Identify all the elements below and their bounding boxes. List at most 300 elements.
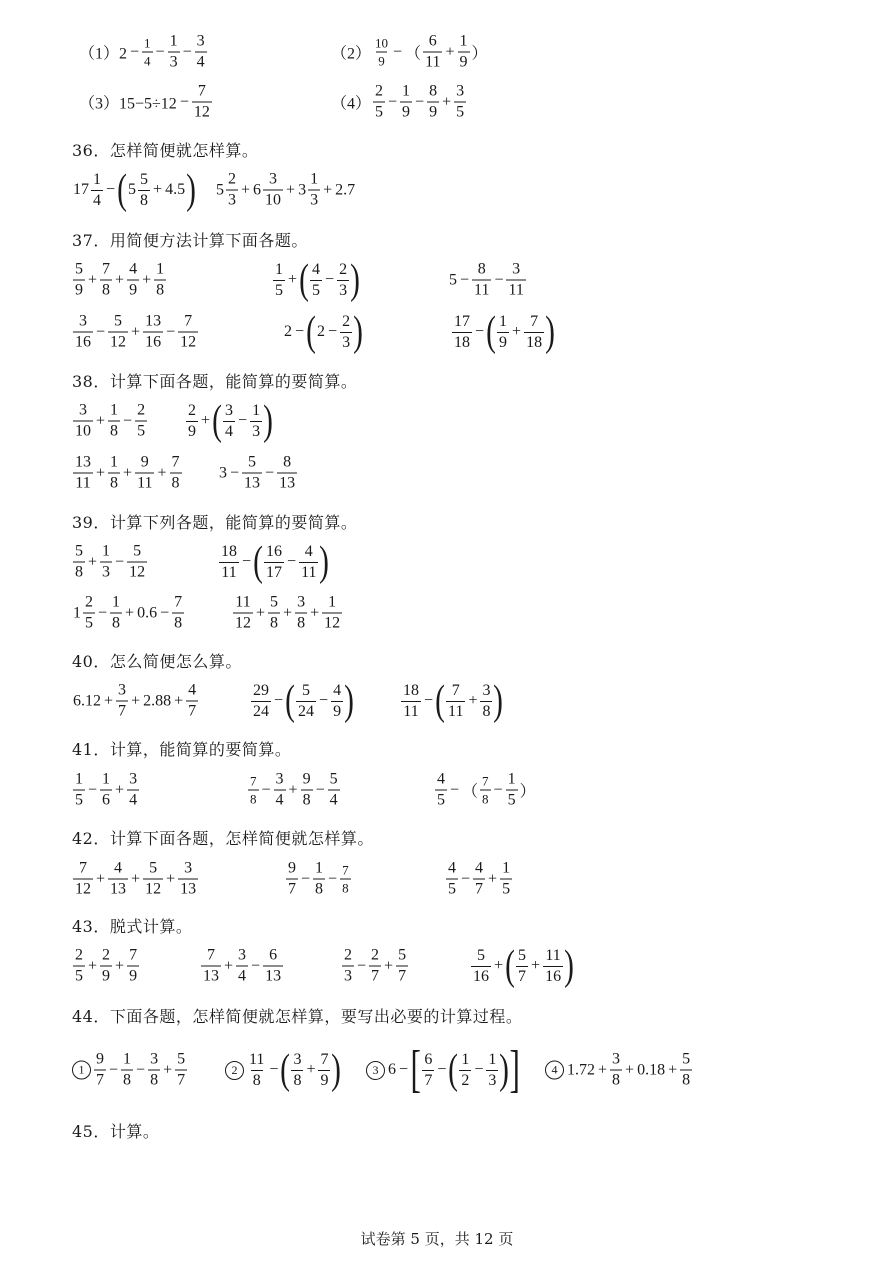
parenthesis: (: [117, 167, 127, 213]
fraction: [452, 314, 472, 351]
denominator: 8: [75, 563, 83, 581]
operator: −: [388, 93, 398, 110]
fraction: [516, 948, 528, 985]
operator: −: [123, 412, 133, 429]
operator: −: [450, 781, 460, 798]
denominator: 2: [461, 1071, 470, 1089]
fraction: [135, 455, 154, 492]
denominator: 4: [275, 791, 284, 809]
math-expression: [200, 948, 284, 985]
denominator: 12: [324, 614, 341, 632]
operator: −: [357, 957, 367, 974]
fraction: [73, 544, 85, 581]
denominator: 13: [265, 967, 282, 985]
fraction: [168, 34, 180, 71]
parenthesis: (: [505, 943, 515, 989]
fraction: [480, 775, 491, 806]
question-41-heading: 41．计算，能简算的要简算。: [72, 740, 292, 759]
operator: −: [494, 271, 504, 288]
fraction: [233, 595, 253, 632]
fraction: [310, 262, 322, 299]
fraction: [91, 172, 103, 209]
numerator: 1: [156, 260, 165, 278]
question-36-heading: 36．怎样简便就怎样算。: [72, 141, 259, 160]
expression-text: 0.6: [137, 604, 158, 621]
numerator: 11: [249, 1050, 265, 1068]
operator: −: [461, 870, 471, 887]
denominator: 18: [454, 333, 470, 351]
numerator: 13: [145, 312, 162, 330]
denominator: 7: [518, 967, 527, 985]
operator: −: [295, 323, 305, 340]
numerator: 1: [110, 453, 119, 471]
expression-text: 5: [128, 181, 137, 198]
denominator: 5: [85, 614, 93, 632]
denominator: 8: [112, 614, 121, 632]
denominator: 8: [174, 614, 183, 632]
fraction: [248, 775, 259, 806]
numerator: 3: [118, 681, 127, 699]
fraction: [301, 772, 313, 809]
numerator: 1: [328, 593, 337, 611]
operator: −: [182, 43, 192, 60]
numerator: 7: [174, 593, 183, 611]
math-expression: [341, 948, 409, 985]
fraction: [236, 948, 248, 985]
numerator: 3: [150, 1050, 159, 1068]
numerator: 7: [197, 82, 206, 100]
operator: +: [88, 957, 98, 974]
numerator: 1: [144, 35, 151, 51]
fraction: [373, 84, 385, 121]
numerator: 3: [238, 946, 247, 964]
denominator: 12: [129, 563, 146, 581]
operator: +: [88, 271, 98, 288]
numerator: 8: [283, 453, 292, 471]
fraction: [497, 314, 509, 351]
circled-number: 1: [72, 1061, 91, 1080]
fraction: [299, 544, 318, 581]
fraction: [195, 34, 207, 71]
operator: +: [468, 692, 478, 709]
expression-text: 5: [449, 271, 457, 288]
numerator: 13: [75, 453, 91, 471]
denominator: 10: [265, 191, 282, 209]
numerator: 4: [312, 260, 321, 278]
numerator: 1: [459, 32, 468, 50]
denominator: 5: [507, 791, 516, 809]
math-expression: [400, 680, 503, 722]
numerator: 5: [75, 542, 83, 560]
math-expression: [218, 455, 298, 492]
fraction: [472, 262, 491, 299]
fraction: [73, 262, 85, 299]
numerator: 4: [129, 260, 138, 278]
fraction: [506, 772, 518, 809]
math-expression: [330, 84, 467, 121]
expression-text: 2: [317, 323, 326, 340]
operator: −: [315, 781, 325, 798]
operator: −: [415, 93, 425, 110]
parenthesis: (: [253, 539, 263, 585]
math-expression: [225, 1049, 341, 1091]
denominator: 4: [329, 791, 338, 809]
numerator: 3: [196, 32, 205, 50]
fraction: [127, 262, 139, 299]
operator: −: [251, 957, 261, 974]
fraction: [401, 683, 421, 720]
operator: +: [115, 957, 125, 974]
fraction: [291, 1052, 303, 1089]
parenthesis: ): [350, 257, 360, 303]
math-expression: [72, 455, 183, 492]
denominator: 9: [459, 53, 468, 71]
numerator: 10: [375, 35, 389, 51]
denominator: 12: [193, 103, 210, 121]
fraction: [400, 84, 412, 121]
denominator: 9: [129, 967, 138, 985]
fraction: [251, 683, 271, 720]
fraction: [268, 595, 280, 632]
denominator: 24: [298, 702, 315, 720]
denominator: 8: [482, 791, 489, 807]
numerator: 2: [228, 170, 236, 188]
fraction: [226, 172, 238, 209]
denominator: 9: [378, 53, 385, 69]
math-expression: [330, 34, 489, 71]
denominator: 17: [266, 563, 283, 581]
numerator: 1: [112, 593, 121, 611]
fraction: [186, 683, 198, 720]
numerator: 5: [114, 312, 123, 330]
numerator: 3: [293, 1050, 302, 1068]
fraction: [337, 262, 349, 299]
fraction: [94, 1052, 106, 1089]
denominator: 8: [150, 1071, 159, 1089]
operator: +: [104, 692, 114, 709]
operator: −: [328, 323, 338, 340]
denominator: 5: [448, 880, 456, 898]
numerator: 9: [302, 770, 311, 788]
math-expression: [283, 311, 363, 353]
denominator: 8: [110, 474, 119, 492]
question-40-heading: 40．怎么简便怎么算。: [72, 652, 242, 671]
expression-text: 1: [73, 604, 81, 621]
operator: −: [328, 870, 338, 887]
numerator: 3: [275, 770, 284, 788]
denominator: 13: [279, 474, 296, 492]
fraction: [471, 948, 491, 985]
numerator: 2: [342, 312, 351, 330]
denominator: 4: [144, 53, 151, 69]
parenthesis: ): [564, 943, 574, 989]
operator: +: [512, 323, 522, 340]
operator: +: [494, 957, 504, 974]
denominator: 18: [526, 333, 543, 351]
fraction: [108, 861, 128, 898]
numerator: 5: [477, 946, 485, 964]
numerator: 5: [177, 1050, 186, 1068]
operator: +: [286, 181, 296, 198]
numerator: 3: [184, 859, 193, 877]
denominator: 16: [75, 333, 91, 351]
denominator: 12: [180, 333, 197, 351]
operator: −: [130, 43, 140, 60]
numerator: 4: [437, 770, 445, 788]
parenthesis: (: [435, 678, 445, 724]
fraction: [331, 683, 343, 720]
denominator: 3: [252, 422, 261, 440]
numerator: 7: [102, 260, 111, 278]
fraction: [263, 948, 283, 985]
bracket: [: [410, 1041, 421, 1098]
fraction: [274, 772, 286, 809]
fraction: [148, 1052, 160, 1089]
numerator: 7: [184, 312, 193, 330]
denominator: 7: [424, 1071, 433, 1089]
numerator: 5: [270, 593, 279, 611]
denominator: 7: [96, 1071, 104, 1089]
denominator: 13: [244, 474, 261, 492]
numerator: 2: [137, 401, 146, 419]
numerator: 1: [310, 170, 319, 188]
numerator: 5: [149, 859, 158, 877]
denominator: 8: [156, 281, 165, 299]
page-footer: 试卷第 5 页，共 12 页: [360, 1230, 514, 1248]
fraction: [108, 314, 128, 351]
denominator: 11: [301, 563, 317, 581]
denominator: 8: [123, 1071, 132, 1089]
fraction: [435, 772, 447, 809]
numerator: 7: [342, 862, 349, 878]
math-expression: [366, 1041, 521, 1098]
numerator: 9: [288, 859, 296, 877]
numerator: 2: [102, 946, 111, 964]
numerator: 7: [530, 312, 539, 330]
bracket: ]: [509, 1041, 521, 1098]
denominator: 11: [75, 474, 91, 492]
denominator: 8: [110, 422, 119, 440]
fraction: [318, 1052, 330, 1089]
numerator: 5: [248, 453, 257, 471]
operator: +: [166, 870, 176, 887]
parenthesis: ): [186, 167, 196, 213]
fraction: [328, 772, 340, 809]
numerator: 7: [171, 453, 180, 471]
parenthesis: ): [493, 678, 504, 724]
math-expression: [545, 1052, 693, 1089]
operator: −: [136, 1061, 146, 1078]
parenthesis: ): [344, 678, 354, 724]
fraction: [277, 455, 297, 492]
numerator: 2: [375, 82, 384, 100]
expression-text: 3: [219, 464, 227, 481]
math-expression: [250, 680, 354, 722]
operator: +: [96, 412, 106, 429]
math-expression: [445, 861, 513, 898]
denominator: 7: [177, 1071, 186, 1089]
fraction: [178, 314, 198, 351]
denominator: 8: [297, 614, 306, 632]
numerator: 1: [507, 770, 516, 788]
operator: −: [399, 1061, 409, 1078]
denominator: 7: [188, 702, 197, 720]
expression-text: 0.18: [637, 1061, 666, 1078]
denominator: 4: [196, 53, 205, 71]
numerator: 5: [133, 542, 142, 560]
operator: +: [115, 271, 125, 288]
question-38-heading: 38．计算下面各题，能简算的要简算。: [72, 372, 358, 391]
numerator: 6: [269, 946, 278, 964]
fraction: [127, 948, 139, 985]
denominator: 9: [129, 281, 138, 299]
operator: −: [274, 692, 284, 709]
denominator: 7: [288, 880, 296, 898]
operator: −: [269, 1061, 279, 1078]
expression-text: （3）15−5÷12: [79, 95, 177, 113]
denominator: 8: [315, 880, 324, 898]
parenthesis: (: [448, 1047, 459, 1093]
numerator: 1: [93, 170, 101, 188]
fraction: [138, 172, 150, 209]
denominator: 8: [102, 281, 111, 299]
fraction: [506, 262, 525, 299]
numerator: 3: [456, 82, 465, 100]
fraction: [73, 314, 93, 351]
numerator: 2: [75, 946, 83, 964]
math-expression: [272, 259, 360, 301]
fraction: [121, 1052, 133, 1089]
operator: −: [493, 781, 503, 798]
parenthesis: (: [212, 398, 222, 444]
denominator: 12: [145, 880, 162, 898]
parenthesis: (: [306, 309, 316, 355]
expression-text: 5: [216, 181, 224, 198]
operator: −: [155, 43, 165, 60]
expression-text: （4）: [331, 95, 372, 113]
numerator: 2: [371, 946, 380, 964]
numerator: 2: [344, 946, 352, 964]
expression-text: （2）: [331, 45, 372, 63]
operator: −: [96, 323, 106, 340]
operator: +: [123, 464, 133, 481]
parenthesis: (: [299, 257, 309, 303]
fraction: [473, 861, 485, 898]
fraction: [116, 683, 128, 720]
fraction: [454, 84, 466, 121]
numerator: 3: [612, 1050, 621, 1068]
denominator: 8: [171, 474, 180, 492]
fraction: [340, 314, 352, 351]
operator: +: [142, 271, 152, 288]
denominator: 5: [502, 880, 511, 898]
numerator: 3: [79, 312, 87, 330]
denominator: 9: [75, 281, 83, 299]
numerator: 11: [545, 946, 561, 964]
numerator: 3: [512, 260, 521, 278]
fraction: [422, 1052, 434, 1089]
operator: −: [179, 93, 189, 110]
denominator: 5: [437, 791, 445, 809]
operator: −: [475, 323, 485, 340]
denominator: 3: [102, 563, 111, 581]
numerator: 1: [488, 1050, 497, 1068]
expression-text: ）: [519, 783, 536, 801]
fraction: [127, 772, 139, 809]
denominator: 11: [474, 281, 490, 299]
parenthesis: ): [331, 1047, 342, 1093]
fraction: [170, 455, 182, 492]
denominator: 9: [333, 702, 342, 720]
math-expression: [72, 262, 167, 299]
fraction: [175, 1052, 187, 1089]
question-39-heading: 39．计算下列各题，能简算的要简算。: [72, 513, 358, 532]
fraction: [543, 948, 563, 985]
fraction: [273, 262, 285, 299]
operator: +: [153, 181, 163, 198]
operator: −: [115, 553, 125, 570]
numerator: 1: [315, 859, 324, 877]
denominator: 13: [203, 967, 219, 985]
fraction: [313, 861, 325, 898]
operator: +: [131, 870, 141, 887]
fraction: [73, 948, 85, 985]
operator: +: [241, 181, 251, 198]
parenthesis: ): [499, 1047, 510, 1093]
math-expression: [72, 169, 196, 211]
numerator: 9: [96, 1050, 104, 1068]
denominator: 8: [140, 191, 149, 209]
denominator: 16: [473, 967, 489, 985]
expression-text: 6: [388, 1061, 396, 1078]
fraction: [100, 772, 112, 809]
numerator: 6: [428, 32, 437, 50]
numerator: 1: [275, 260, 283, 278]
numerator: 1: [110, 401, 119, 419]
fraction: [73, 772, 85, 809]
operator: −: [319, 692, 329, 709]
math-expression: [232, 595, 343, 632]
denominator: 8: [252, 1071, 261, 1089]
question-43-heading: 43．脱式计算。: [72, 917, 193, 936]
denominator: 8: [250, 791, 257, 807]
fraction: [73, 403, 93, 440]
fraction: [264, 544, 284, 581]
numerator: 7: [207, 946, 215, 964]
numerator: 3: [225, 401, 234, 419]
denominator: 7: [371, 967, 380, 985]
fraction: [295, 595, 307, 632]
numerator: 2: [339, 260, 348, 278]
fraction: [458, 34, 470, 71]
fraction: [192, 84, 212, 121]
denominator: 3: [339, 281, 348, 299]
fraction: [201, 948, 221, 985]
numerator: 17: [454, 312, 470, 330]
fraction: [427, 84, 439, 121]
fraction: [486, 1052, 498, 1089]
denominator: 12: [75, 880, 91, 898]
numerator: 5: [75, 260, 83, 278]
numerator: 1: [461, 1050, 470, 1068]
math-expression: [72, 314, 199, 351]
operator: +: [668, 1061, 678, 1078]
numerator: 1: [502, 859, 511, 877]
numerator: 5: [398, 946, 407, 964]
denominator: 5: [75, 967, 83, 985]
numerator: 16: [266, 542, 283, 560]
fraction: [373, 37, 390, 68]
